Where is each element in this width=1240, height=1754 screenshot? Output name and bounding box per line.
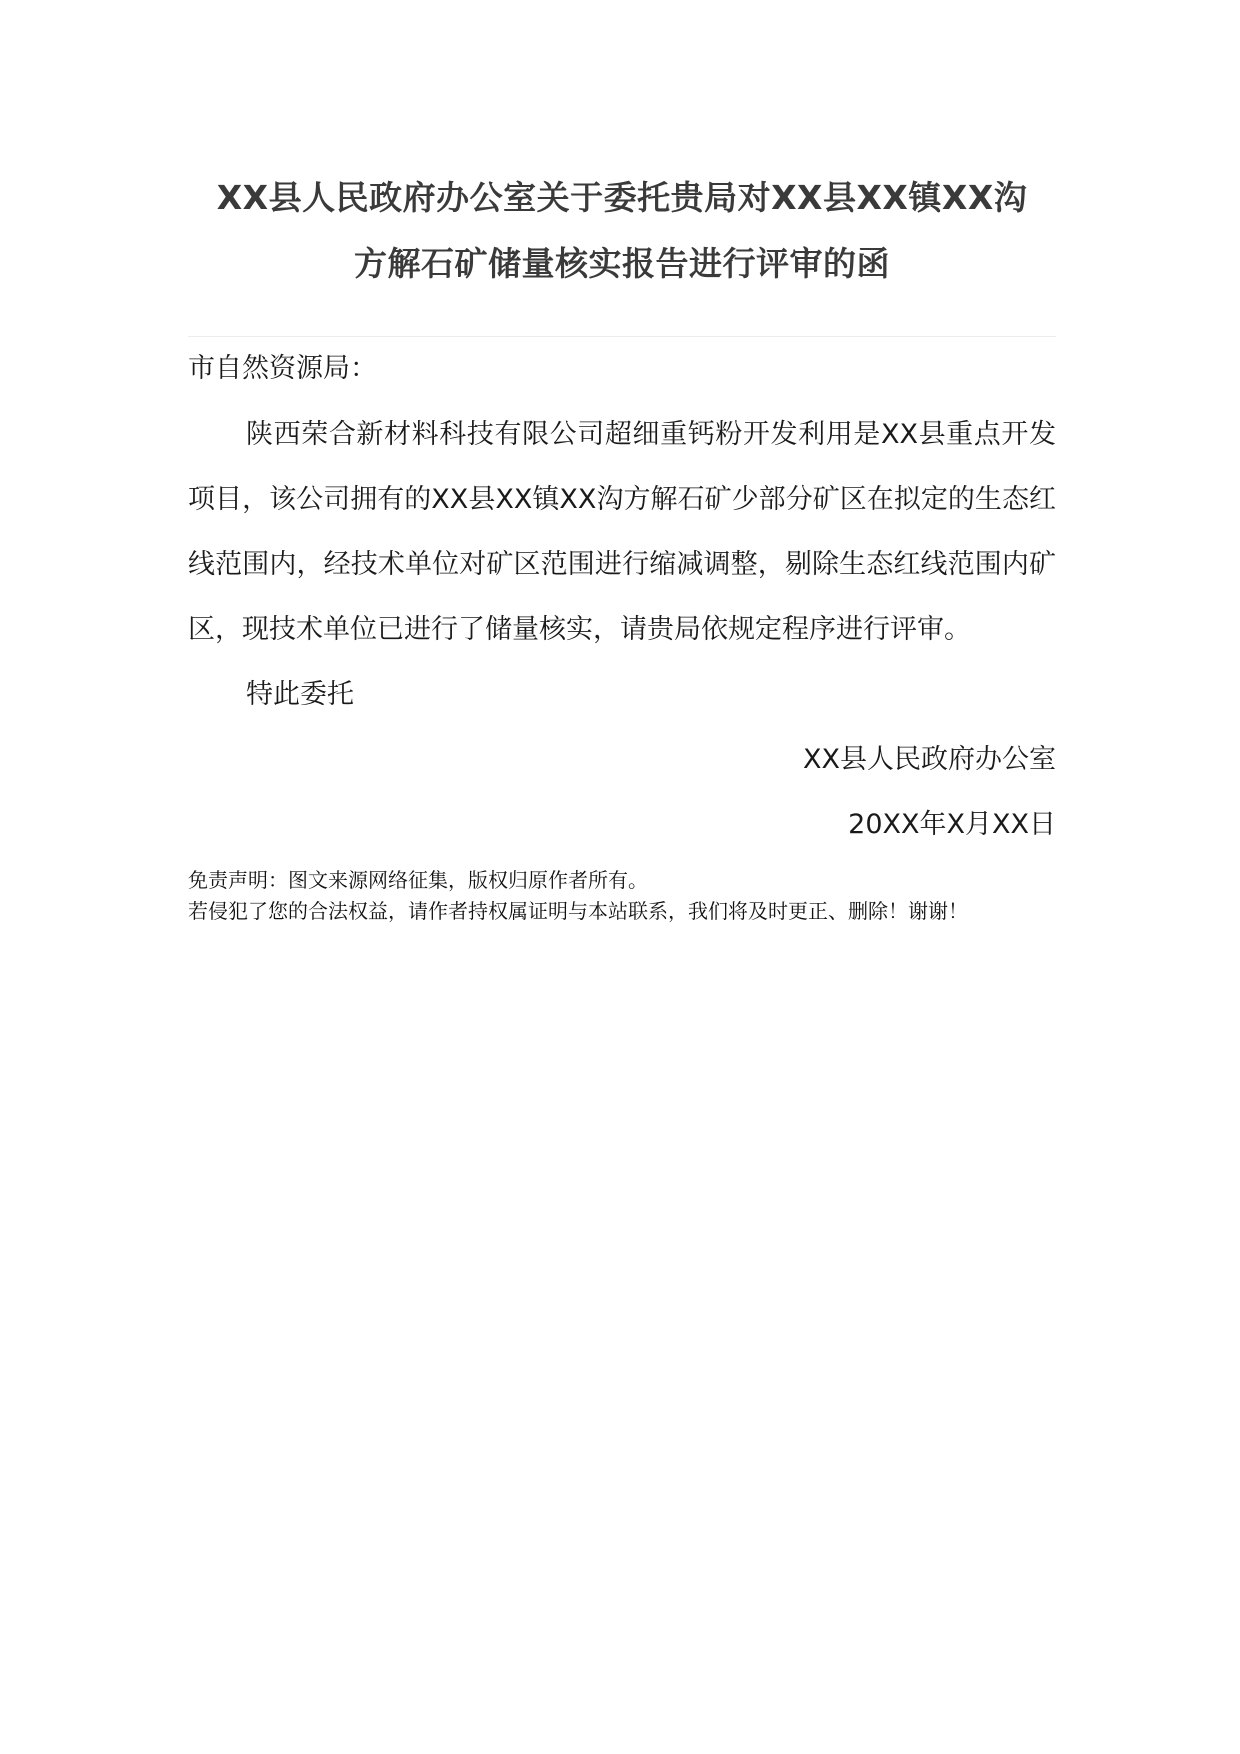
- signature-block: [188, 727, 1056, 857]
- signature-organization: XX县人民政府办公室: [803, 744, 1056, 775]
- document-title: [188, 0, 1056, 297]
- title-divider: [188, 336, 1056, 337]
- letter-body: [188, 402, 1056, 727]
- salutation: 市自然资源局：: [188, 353, 377, 384]
- disclaimer-line-1: 免责声明：图文来源网络征集，版权归原作者所有。: [188, 868, 648, 892]
- title-line-1: XX县人民政府办公室关于委托贵局对XX县XX镇XX沟: [216, 178, 1028, 217]
- document-page: [188, 0, 1056, 927]
- title-line-2: 方解石矿储量核实报告进行评审的函: [354, 244, 890, 283]
- disclaimer: [188, 865, 1056, 927]
- closing-phrase: 特此委托: [246, 679, 354, 710]
- disclaimer-line-2: 若侵犯了您的合法权益，请作者持权属证明与本站联系，我们将及时更正、删除！谢谢！: [188, 899, 968, 923]
- body-paragraph: 陕西荣合新材料科技有限公司超细重钙粉开发利用是XX县重点开发项目，该公司拥有的XX县XX镇XX沟方解石矿少部分矿区在拟定的生态红线范围内，经技术单位对矿区范围进行缩减调整，剔除生态红线范围内矿区，现技术单位已进行了储量核实，请贵局依规定程序进行评审。: [188, 419, 1056, 645]
- signature-date: 20XX年X月XX日: [848, 809, 1056, 840]
